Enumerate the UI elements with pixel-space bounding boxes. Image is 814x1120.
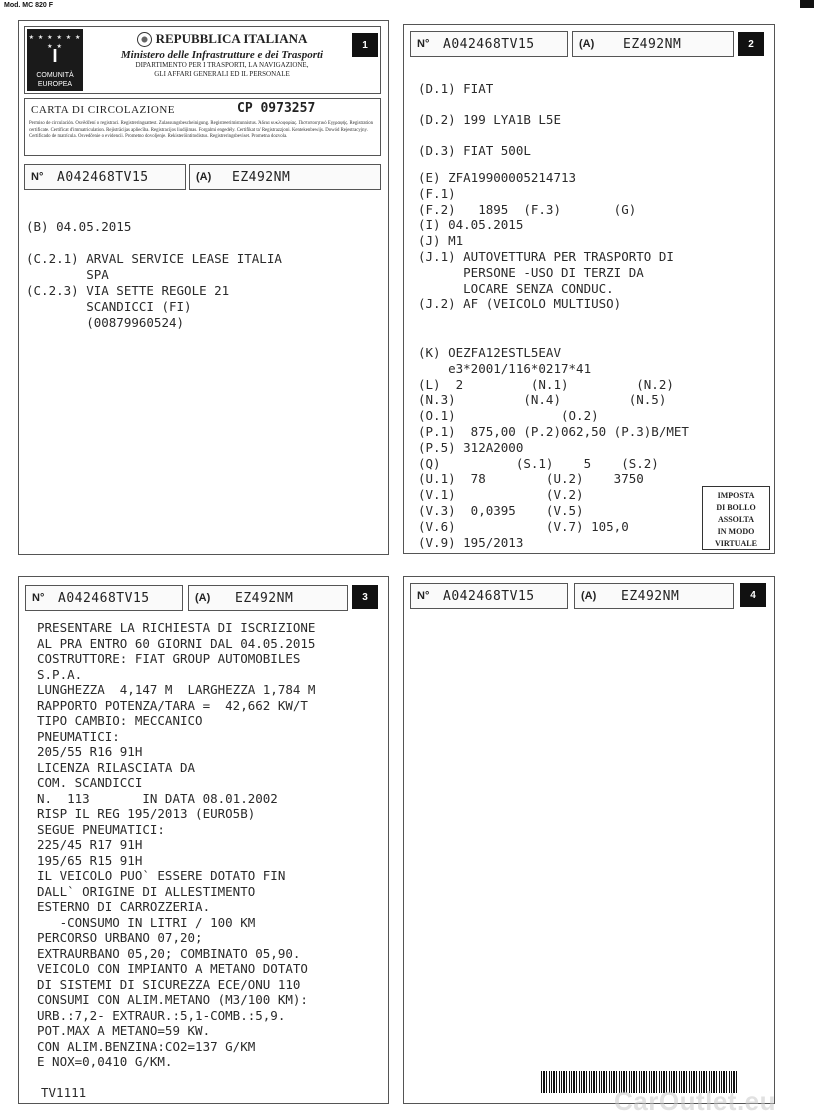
department-line-1: DIPARTIMENTO PER I TRASPORTI, LA NAVIGAZIONE, [135,61,309,69]
eu-flag-logo [27,29,83,91]
a-label: (A) [579,38,595,50]
n-label: N° [417,590,430,602]
panel-4 [403,576,775,1104]
eu-stars-icon: ★ ★ ★ ★ ★ ★ ★ ★ [28,34,82,50]
edge-mark [800,0,814,8]
a-value: EZ492NM [621,588,680,604]
a-field [574,583,734,609]
n-field [410,31,568,57]
n-label: N° [32,592,45,604]
a-field [188,585,348,611]
n-field [24,164,186,190]
n-label: N° [31,171,44,183]
republic-heading [87,31,357,79]
n-value: A042468TV15 [57,169,149,185]
panel-number-1: 1 [352,33,378,57]
eu-caption: COMUNITÀ EUROPEA [36,72,74,88]
a-field [572,31,734,57]
panel-2 [403,24,775,554]
carta-translations: Permiso de circulación. Osvědčení o registraci. Registreringsattest. Zulassungsbescheinigung. Registreerimistunnistus. Άδεια κυκλοφορίας. Πιστοποιητικό Εγγραφής. Registration certificate. Certificat d'immatriculation. Rejistrācijas apliecība. Registracijos liudijimas. Forgalmi engedély. Certifikat ta' Registrazzjoni. Kentekenbewijs. Dowód Rejestracyjny. Certificado de matrícula. Osvedčenie o evidencii. Prometno dovoljenje. Rekisteröintitodistus. Registreringsbeviset. Prometna dozvola. [29,121,373,139]
panel-1 [18,20,389,555]
a-label: (A) [195,592,211,604]
panel-number-4: 4 [740,583,766,607]
a-label: (A) [196,171,212,183]
header-box [24,26,381,94]
notes-text: PRESENTARE LA RICHIESTA DI ISCRIZIONE AL PRA ENTRO 60 GIORNI DAL 04.05.2015 COSTRUTTORE: FIAT GROUP AUTOMOBILES S.P.A. LUNGHEZZA 4,147 M LARGHEZZA 1,784 M RAPPORTO POTENZA/TARA = 42,662 KW/T TIPO CAMBIO: MECCANICO PNEUMATICI: 205/55 R16 91H LICENZA RILASCIATA DA COM. SCANDICCI N. 113 IN DATA 08.01.2002 RISP IL REG 195/2013 (EURO5B) SEGUE PNEUMATICI: 225/45 R17 91H 195/65 R15 91H IL VEICOLO PUO` ESSERE DOTATO FIN DALL` ORIGINE DI ALLESTIMENTO ESTERNO DI CARROZZERIA. -CONSUMO IN LITRI / 100 KM PERCORSO URBANO 07,20; EXTRAURBANO 05,20; COMBINATO 05,90. VEICOLO CON IMPIANTO A METANO DOTATO DI SISTEMI DI SICUREZZA ECE/ONU 110 CONSUMI CON ALIM.METANO (M3/100 KM): URB.:7,2- EXTRAUR.:5,1-COMB.:5,9. POT.MAX A METANO=59 KW. CON ALIM.BENZINA:CO2=137 G/KM E NOX=0,0410 G/KM. [37,620,316,1069]
form-code: Mod. MC 820 F [4,2,54,9]
carta-box [24,98,381,156]
ministry-title: Ministero delle Infrastrutture e dei Trasporti [120,49,324,61]
n-value: A042468TV15 [443,588,535,604]
republic-title: REPUBBLICA ITALIANA [155,31,308,46]
vehicle-identification: (E) ZFA19900005214713 (F.1) (F.2) 1895 (F.3) (G) (I) 04.05.2015 (J) M1 (J.1) AUTOVETTURA PER TRASPORTO DI PERSONE -USO DI TERZI DA LOCARE SENZA CONDUC. (J.2) AF (VEICOLO MULTIUSO) [418,170,674,312]
n-value: A042468TV15 [58,590,150,606]
a-label: (A) [581,590,597,602]
a-value: EZ492NM [235,590,294,606]
watermark: CarOutlet.eu [614,1086,777,1116]
n-field [410,583,568,609]
department-line-2: GLI AFFARI GENERALI ED IL PERSONALE [154,70,290,78]
n-label: N° [417,38,430,50]
panel-number-3: 3 [352,585,378,609]
a-field [189,164,381,190]
a-value: EZ492NM [623,36,682,52]
vehicle-make-model: (D.1) FIAT (D.2) 199 LYA1B L5E (D.3) FIAT 500L [418,81,561,158]
panel-3 [18,576,389,1104]
carta-number: CP 0973257 [237,101,316,116]
holder-details: (B) 04.05.2015 (C.2.1) ARVAL SERVICE LEASE ITALIA SPA (C.2.3) VIA SETTE REGOLE 21 SCANDICCI (FI) (00879960524) [26,219,282,330]
a-value: EZ492NM [232,169,291,185]
vehicle-technical-data: (K) OEZFA12ESTL5EAV e3*2001/116*0217*41 (L) 2 (N.1) (N.2) (N.3) (N.4) (N.5) (O.1) (O.2) (P.1) 875,00 (P.2)062,50 (P.3)B/MET (P.5) 312A2000 (Q) (S.1) 5 (S.2) (U.1) 78 (U.2) 3750 (V.1) (V.2) (V.3) 0,0395 (V.5) (V.6) (V.7) 105,0 (V.9) 195/2013 [418,345,689,550]
n-field [25,585,183,611]
emblem-icon [137,32,152,47]
panel-number-2: 2 [738,32,764,56]
n-value: A042468TV15 [443,36,535,52]
carta-title: CARTA DI CIRCOLAZIONE [31,104,176,116]
stamp-duty-box: IMPOSTA DI BOLLO ASSOLTA IN MODO VIRTUALE [702,486,770,550]
footer-code: TV1111 [41,1085,87,1100]
eu-country-letter: I [52,46,58,66]
